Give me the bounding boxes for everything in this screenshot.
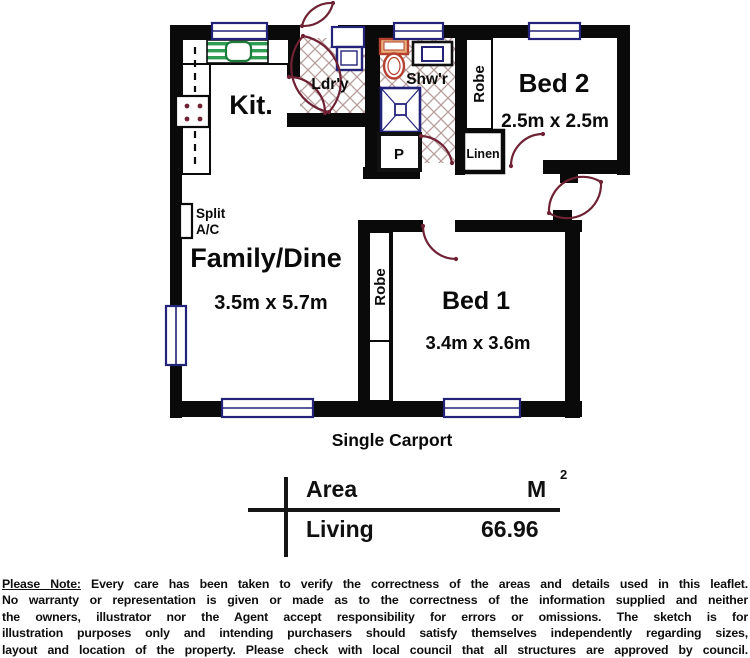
disclaimer <box>2 576 748 658</box>
table-header-unit-sup: 2 <box>560 467 568 482</box>
robe1-left-wall <box>358 220 369 401</box>
top-wall-seg1 <box>170 25 213 38</box>
table-header-area: Area <box>306 476 358 502</box>
window-bottom-bed1 <box>444 399 520 417</box>
table-row-living-value: 66.96 <box>481 516 539 542</box>
laundry-bottom-wall <box>287 113 379 127</box>
window-bottom-family <box>222 399 313 417</box>
bed1-right-wall <box>565 222 580 418</box>
top-wall-seg4 <box>443 25 530 38</box>
bed1-dims: 3.4m x 3.6m <box>425 332 531 353</box>
laundry-label: Ldr'y <box>311 76 349 93</box>
table-row-living: Living <box>306 516 374 542</box>
disclaimer-line-1-rest: Every care has been taken to verify the correctness of the areas and details used in this leaflet. <box>80 577 749 591</box>
bed2-door-arc <box>511 134 543 166</box>
family-dine-label: Family/Dine <box>190 243 342 273</box>
split-ac-label-2: A/C <box>196 222 220 237</box>
robe-bed1-label: Robe <box>372 268 389 306</box>
trough-bowl-icon <box>341 51 357 65</box>
disclaimer-lead: Please Note: <box>2 577 81 591</box>
disclaimer-line-1 <box>2 576 748 592</box>
robe-bed2-label: Robe <box>471 65 488 103</box>
window-kitchen-top <box>212 23 267 39</box>
disclaimer-line-2: No warranty or representation is given or made as to the correctness of the information supplied and neither <box>2 593 748 608</box>
bed1-top-wall-right <box>455 220 582 232</box>
bed2-dims: 2.5m x 2.5m <box>501 111 609 132</box>
window-shower-top <box>394 23 443 39</box>
trough-window-icon <box>332 27 364 47</box>
family-dine-dims: 3.5m x 5.7m <box>214 292 328 314</box>
window-bed2-top <box>529 23 580 39</box>
carport-label: Single Carport <box>331 430 453 450</box>
bed1-door-arc <box>423 226 456 259</box>
split-ac-unit-icon <box>180 204 192 238</box>
bed1-label: Bed 1 <box>441 287 511 315</box>
top-wall-seg2 <box>267 25 300 38</box>
bed2-bottom-wall <box>543 160 630 174</box>
disclaimer-line-5: layout and location of the property. Please check with local council that all structures are approved by council. <box>2 642 748 657</box>
sink-icon <box>226 42 251 61</box>
linen-label: Linen <box>466 147 500 161</box>
disclaimer-line-4: illustration purposes only and intending purchasers should satisfy themselves independently regarding sizes, <box>2 626 748 641</box>
bed2-label: Bed 2 <box>518 68 590 98</box>
split-ac-label-1: Split <box>196 206 226 221</box>
shower-base-icon <box>381 88 420 132</box>
robe-bed1-cupboard <box>369 232 390 401</box>
table-vertical-rule <box>284 477 288 557</box>
toilet-cistern-lid <box>384 42 404 50</box>
table-horizontal-rule <box>248 508 560 512</box>
table-header-unit: M <box>527 476 547 502</box>
disclaimer-line-3: the owners, illustrator nor the Agent accept responsibility for errors or omissions. The sketch is for <box>2 609 748 624</box>
basin-icon <box>422 47 443 61</box>
entry-door-arc-outside <box>302 3 333 26</box>
pantry-label: P <box>393 146 405 163</box>
stove-icon <box>176 96 209 127</box>
shower-label: Shw'r <box>406 71 448 88</box>
window-family-left <box>166 306 186 365</box>
bed2-right-wall <box>617 25 630 175</box>
kitchen-label: Kit. <box>229 90 273 120</box>
